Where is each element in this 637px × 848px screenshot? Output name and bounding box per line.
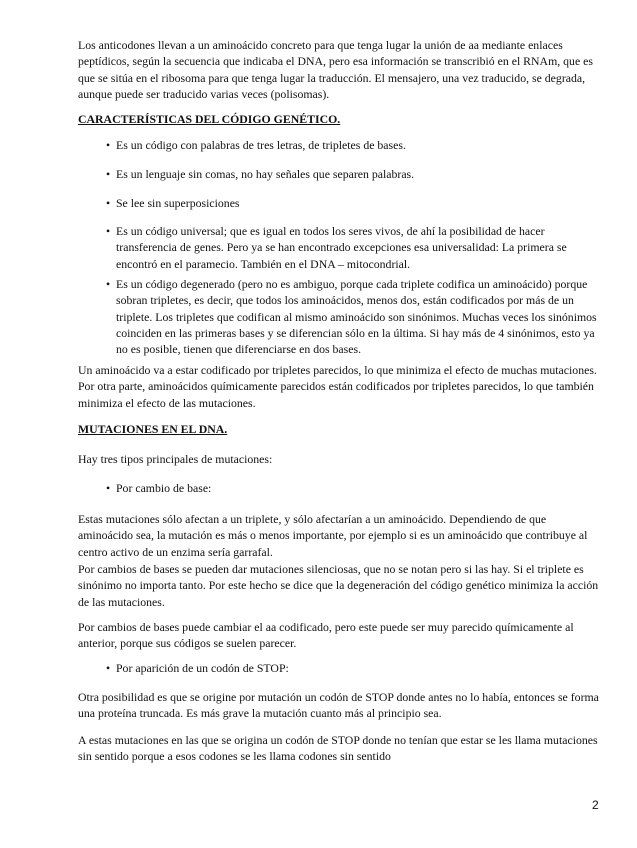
- bullet-item: • Es un lenguaje sin comas, no hay señales que separen palabras.: [106, 166, 608, 182]
- bullet-item: • Por aparición de un codón de STOP:: [106, 660, 608, 676]
- closing-paragraph: Un aminoácido va a estar codificado por tripletes parecidos, lo que minimiza el efecto de muchas mutaciones. Por otra parte, aminoácidos químicamente parecidos están codificados por tripletes parecidos, lo que también minimiza el efecto de las mutaciones.: [78, 363, 597, 410]
- mutaciones-intro: Hay tres tipos principales de mutaciones:: [78, 452, 273, 466]
- section-title-caracteristicas: CARACTERÍSTICAS DEL CÓDIGO GENÉTICO.: [78, 112, 341, 126]
- bullet-item: • Se lee sin superposiciones: [106, 195, 608, 211]
- bullet-item: • Es un código universal; que es igual en todos los seres vivos, de ahí la posibilidad de hacer transferencia de genes. Pero ya se han encontrado excepciones esa universalidad: La primera se encontró en el paramecio. También en el DNA – mitocondrial.: [106, 223, 608, 272]
- intro-paragraph: Los anticodones llevan a un aminoácido concreto para que tenga lugar la unión de aa mediante enlaces peptídicos, según la secuencia que indicaba el DNA, pero esa información se transcribió en el RNAm, que es que se sitúa en el ribosoma para que tenga lugar la traducción. El mensajero, una vez traducido, se degrada, aunque puede ser traducido varias veces (polisomas).: [78, 38, 593, 101]
- section-title-mutaciones: MUTACIONES EN EL DNA.: [78, 422, 228, 436]
- bullet-item: • Por cambio de base:: [106, 480, 608, 496]
- paragraph: Por cambios de bases puede cambiar el aa codificado, pero este puede ser muy parecido químicamente al anterior, porque sus códigos se suelen parecer.: [78, 620, 574, 651]
- paragraph: A estas mutaciones en las que se origina un codón de STOP donde no tenían que estar se les llama mutaciones sin sentido porque a esos codones se les llama codones sin sentido: [78, 733, 598, 764]
- paragraph: Otra posibilidad es que se origine por mutación un codón de STOP donde antes no lo había, entonces se forma una proteína truncada. Es más grave la mutación cuanto más al principio sea.: [78, 690, 599, 721]
- bullet-item: • Es un código con palabras de tres letras, de tripletes de bases.: [106, 137, 608, 153]
- bullet-item: • Es un código degenerado (pero no es ambiguo, porque cada triplete codifica un aminoácido) porque sobran tripletes, es decir, que todos los aminoácidos, menos dos, están codificados por más de un triplete. Los tripletes que codifican al mismo aminoácido son sinónimos. Muchas veces los sinónimos coinciden en las primeras bases y se diferencian sólo en la última. Si hay más de 4 sinónimos, esto ya no es posible, tienen que diferenciarse en dos bases.: [106, 276, 608, 357]
- paragraph: Estas mutaciones sólo afectan a un triplete, y sólo afectarían a un aminoácido. Dependiendo de que aminoácido sea, la mutación es más o menos importante, por ejemplo si es un aminoácido que contribuye al centro activo de un enzima sería garrafal.: [78, 512, 588, 559]
- paragraph: Por cambios de bases se pueden dar mutaciones silenciosas, que no se notan pero si las hay. Si el triplete es sinónimo no importa tanto. Por este hecho se dice que la degeneración del código genético minimiza la acción de las mutaciones.: [78, 562, 599, 609]
- page-number: 2: [592, 798, 599, 812]
